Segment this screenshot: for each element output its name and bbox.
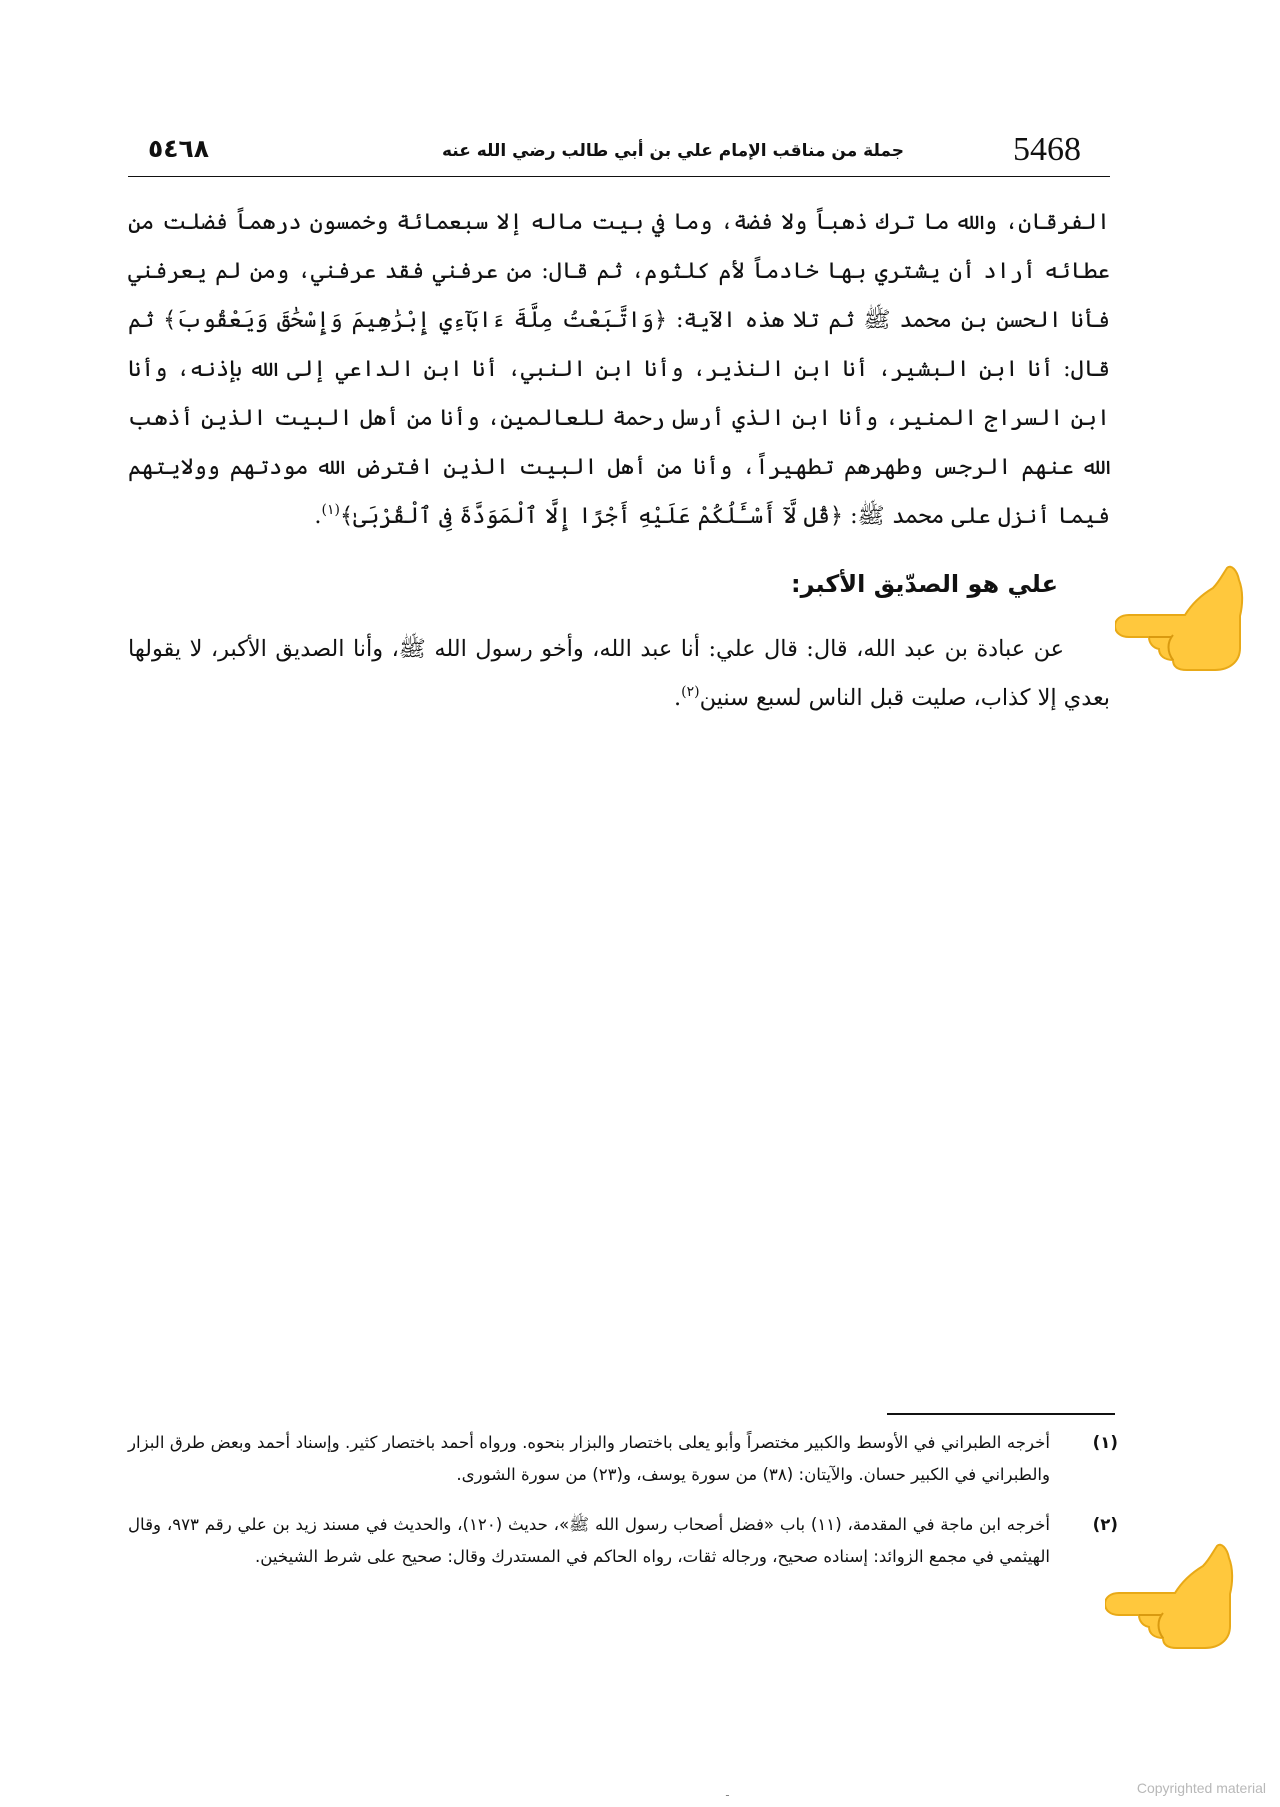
hadith-text: عن عبادة بن عبد الله، قال: قال علي: أنا عبد الله، وأخو رسول الله ﷺ، وأنا الصديق الأكبر، لا يقولها بعدي إلا كذاب، صليت قبل الناس لسبع سنين (128, 636, 1110, 711)
footnote-marker-2: (٢) (1092, 1515, 1118, 1534)
copyright-watermark: Copyrighted material (1136, 1780, 1266, 1796)
header-divider (128, 176, 1110, 177)
footnote-text-2: أخرجه ابن ماجة في المقدمة، (١١) باب «فضل أصحاب رسول الله ﷺ»، حديث (١٢٠)، والحديث في مسند زيد بن علي رقم ٩٧٣، وقال الهيثمي في مجمع الزوائد: إسناده صحيح، ورجاله ثقات، رواه الحاكم في المستدرك وقال: صحيح على شرط الشيخين. (128, 1515, 1050, 1566)
footer-mark: ـ (726, 1788, 729, 1799)
quran-verse-2: ﴿قُل لَّآ أَسْـَٔلُكُمْ عَلَيْهِ أَجْرًا إِلَّا ٱلْمَوَدَّةَ فِى ٱلْقُرْبَىٰ﴾ (340, 503, 844, 529)
page-number-arabic: ٥٤٦٨ (148, 134, 210, 163)
body-text-middle: ثم قال: أنا ابن البشير، أنا ابن النذير، وأنا ابن النبي، أنا ابن الداعي إلى الله بإذنه، وأنا ابن السراج المنير، وأنا ابن الذي أرسل رحمة للعالمين، وأنا من أهل البيت الذين أذهب الله عنهم الرجس وطهرهم تطهيراً، وأنا من أهل البيت الذين افترض الله مودتهم وولايتهم فيما أنزل على محمد ﷺ: (128, 307, 1110, 529)
pointing-hand-icon (1115, 562, 1245, 672)
footnote-reference-2[interactable]: (٢) (681, 684, 700, 700)
footnote-reference-1[interactable]: (١) (321, 502, 340, 518)
footnote-divider (887, 1413, 1115, 1415)
page-number-latin: 5468 (1013, 131, 1081, 168)
page-header (128, 126, 1110, 174)
hadith-paragraph (128, 625, 1110, 726)
body-paragraph (128, 198, 1110, 544)
body-text-intro: الفرقان، والله ما ترك ذهباً ولا فضة، وما في بيت ماله إلا سبعمائة وخمسون درهماً فضلت من عطائه أراد أن يشتري بها خادماً لأم كلثوم، ثم قال: من عرفني فقد عرفني، ومن لم يعرفني فأنا الحسن بن محمد ﷺ ثم تلا هذه الآية: (128, 209, 1110, 333)
pointing-hand-icon (1105, 1540, 1235, 1650)
footnotes-section (128, 1427, 1118, 1591)
body-text-end: . (314, 503, 322, 529)
footnote-text-1: أخرجه الطبراني في الأوسط والكبير مختصراً وأبو يعلى باختصار والبزار بنحوه. ورواه أحمد باختصار كثير. وإسناد أحمد وبعض طرق البزار والطبراني في الكبير حسان. والآيتان: (٣٨) من سورة يوسف، و(٢٣) من سورة الشورى. (128, 1433, 1050, 1484)
footnote-marker-1: (١) (1092, 1433, 1118, 1452)
section-heading: علي هو الصدّيق الأكبر: (791, 570, 1058, 598)
footnote-2 (128, 1509, 1118, 1573)
footnote-1 (128, 1427, 1118, 1491)
hadith-end: . (674, 685, 682, 711)
running-title: جملة من مناقب الإمام علي بن أبي طالب رضي الله عنه (441, 141, 905, 161)
quran-verse-1: ﴿وَاتَّبَعْتُ مِلَّةَ ءَابَآءِي إِبْرَٰهِيمَ وَإِسْحَٰقَ وَيَعْقُوبَ﴾ (163, 307, 668, 333)
